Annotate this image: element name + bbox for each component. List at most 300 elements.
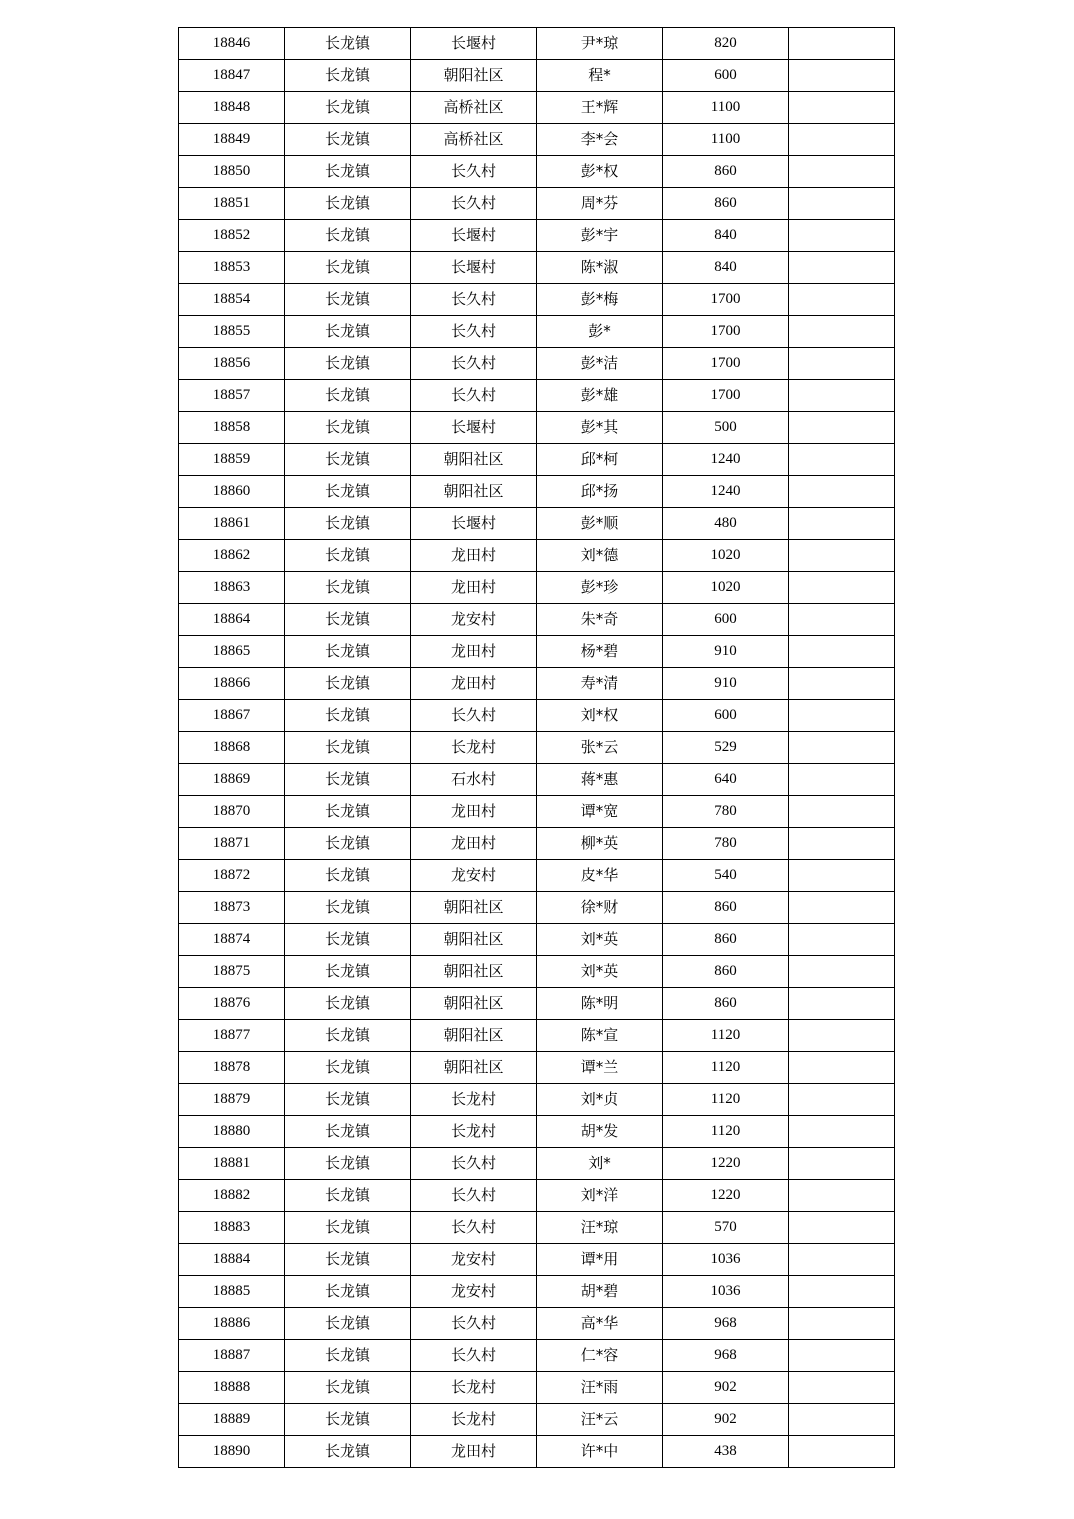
amount-cell: 600: [663, 604, 789, 636]
note-cell: [789, 1148, 895, 1180]
table-row: [179, 700, 895, 732]
amount-cell: 540: [663, 860, 789, 892]
note-cell: [789, 668, 895, 700]
table-row: [179, 1340, 895, 1372]
serial-number-cell: 18860: [179, 476, 285, 508]
town-cell: 长龙镇: [285, 1212, 411, 1244]
note-cell: [789, 476, 895, 508]
town-cell: 长龙镇: [285, 156, 411, 188]
person-name-cell: 刘*洋: [537, 1180, 663, 1212]
person-name-cell: 许*中: [537, 1436, 663, 1468]
serial-number-cell: 18857: [179, 380, 285, 412]
village-cell: 长龙村: [411, 1116, 537, 1148]
serial-number-cell: 18852: [179, 220, 285, 252]
table-row: [179, 860, 895, 892]
town-cell: 长龙镇: [285, 604, 411, 636]
person-name-cell: 刘*权: [537, 700, 663, 732]
village-cell: 龙安村: [411, 1276, 537, 1308]
town-cell: 长龙镇: [285, 28, 411, 60]
serial-number-cell: 18847: [179, 60, 285, 92]
amount-cell: 910: [663, 636, 789, 668]
serial-number-cell: 18848: [179, 92, 285, 124]
table-row: [179, 476, 895, 508]
town-cell: 长龙镇: [285, 252, 411, 284]
serial-number-cell: 18874: [179, 924, 285, 956]
serial-number-cell: 18884: [179, 1244, 285, 1276]
note-cell: [789, 444, 895, 476]
person-name-cell: 邱*柯: [537, 444, 663, 476]
serial-number-cell: 18868: [179, 732, 285, 764]
table-body: [179, 28, 895, 1468]
serial-number-cell: 18885: [179, 1276, 285, 1308]
person-name-cell: 杨*碧: [537, 636, 663, 668]
person-name-cell: 柳*英: [537, 828, 663, 860]
amount-cell: 1020: [663, 540, 789, 572]
note-cell: [789, 156, 895, 188]
table-row: [179, 1180, 895, 1212]
note-cell: [789, 956, 895, 988]
village-cell: 长龙村: [411, 1372, 537, 1404]
town-cell: 长龙镇: [285, 60, 411, 92]
village-cell: 长久村: [411, 1308, 537, 1340]
town-cell: 长龙镇: [285, 316, 411, 348]
person-name-cell: 汪*琼: [537, 1212, 663, 1244]
table-row: [179, 668, 895, 700]
table-row: [179, 156, 895, 188]
serial-number-cell: 18881: [179, 1148, 285, 1180]
table-row: [179, 444, 895, 476]
town-cell: 长龙镇: [285, 1052, 411, 1084]
person-name-cell: 谭*宽: [537, 796, 663, 828]
table-row: [179, 412, 895, 444]
amount-cell: 1120: [663, 1052, 789, 1084]
note-cell: [789, 220, 895, 252]
village-cell: 龙田村: [411, 796, 537, 828]
town-cell: 长龙镇: [285, 1084, 411, 1116]
person-name-cell: 李*会: [537, 124, 663, 156]
person-name-cell: 胡*发: [537, 1116, 663, 1148]
person-name-cell: 蒋*惠: [537, 764, 663, 796]
amount-cell: 529: [663, 732, 789, 764]
note-cell: [789, 1340, 895, 1372]
village-cell: 长久村: [411, 284, 537, 316]
serial-number-cell: 18865: [179, 636, 285, 668]
person-name-cell: 徐*财: [537, 892, 663, 924]
amount-cell: 968: [663, 1340, 789, 1372]
town-cell: 长龙镇: [285, 380, 411, 412]
amount-cell: 600: [663, 60, 789, 92]
data-table: [178, 27, 895, 1468]
amount-cell: 1700: [663, 348, 789, 380]
note-cell: [789, 924, 895, 956]
serial-number-cell: 18858: [179, 412, 285, 444]
village-cell: 朝阳社区: [411, 924, 537, 956]
note-cell: [789, 252, 895, 284]
amount-cell: 1700: [663, 316, 789, 348]
note-cell: [789, 1052, 895, 1084]
village-cell: 龙田村: [411, 668, 537, 700]
person-name-cell: 皮*华: [537, 860, 663, 892]
village-cell: 高桥社区: [411, 92, 537, 124]
table-row: [179, 1052, 895, 1084]
table-row: [179, 732, 895, 764]
town-cell: 长龙镇: [285, 700, 411, 732]
table-row: [179, 220, 895, 252]
note-cell: [789, 892, 895, 924]
table-row: [179, 636, 895, 668]
village-cell: 朝阳社区: [411, 444, 537, 476]
village-cell: 长久村: [411, 1180, 537, 1212]
village-cell: 龙田村: [411, 828, 537, 860]
table-row: [179, 572, 895, 604]
village-cell: 长久村: [411, 380, 537, 412]
note-cell: [789, 60, 895, 92]
note-cell: [789, 508, 895, 540]
person-name-cell: 陈*宣: [537, 1020, 663, 1052]
town-cell: 长龙镇: [285, 1116, 411, 1148]
amount-cell: 820: [663, 28, 789, 60]
serial-number-cell: 18867: [179, 700, 285, 732]
table-row: [179, 284, 895, 316]
person-name-cell: 刘*英: [537, 956, 663, 988]
serial-number-cell: 18854: [179, 284, 285, 316]
town-cell: 长龙镇: [285, 412, 411, 444]
village-cell: 长久村: [411, 700, 537, 732]
amount-cell: 840: [663, 252, 789, 284]
town-cell: 长龙镇: [285, 188, 411, 220]
amount-cell: 640: [663, 764, 789, 796]
amount-cell: 780: [663, 796, 789, 828]
note-cell: [789, 604, 895, 636]
village-cell: 长久村: [411, 188, 537, 220]
person-name-cell: 高*华: [537, 1308, 663, 1340]
person-name-cell: 刘*英: [537, 924, 663, 956]
town-cell: 长龙镇: [285, 444, 411, 476]
person-name-cell: 彭*权: [537, 156, 663, 188]
town-cell: 长龙镇: [285, 924, 411, 956]
note-cell: [789, 380, 895, 412]
person-name-cell: 彭*雄: [537, 380, 663, 412]
serial-number-cell: 18879: [179, 1084, 285, 1116]
village-cell: 朝阳社区: [411, 60, 537, 92]
table-row: [179, 1308, 895, 1340]
note-cell: [789, 988, 895, 1020]
amount-cell: 860: [663, 892, 789, 924]
serial-number-cell: 18849: [179, 124, 285, 156]
amount-cell: 968: [663, 1308, 789, 1340]
note-cell: [789, 284, 895, 316]
table-row: [179, 1020, 895, 1052]
table-row: [179, 1436, 895, 1468]
table-row: [179, 1404, 895, 1436]
serial-number-cell: 18855: [179, 316, 285, 348]
serial-number-cell: 18888: [179, 1372, 285, 1404]
table-row: [179, 892, 895, 924]
table-row: [179, 252, 895, 284]
amount-cell: 860: [663, 956, 789, 988]
village-cell: 朝阳社区: [411, 476, 537, 508]
table-row: [179, 380, 895, 412]
table-row: [179, 316, 895, 348]
person-name-cell: 王*辉: [537, 92, 663, 124]
person-name-cell: 寿*清: [537, 668, 663, 700]
table-row: [179, 1084, 895, 1116]
serial-number-cell: 18871: [179, 828, 285, 860]
town-cell: 长龙镇: [285, 92, 411, 124]
town-cell: 长龙镇: [285, 1436, 411, 1468]
table-row: [179, 796, 895, 828]
town-cell: 长龙镇: [285, 796, 411, 828]
amount-cell: 1240: [663, 444, 789, 476]
serial-number-cell: 18877: [179, 1020, 285, 1052]
table-row: [179, 828, 895, 860]
town-cell: 长龙镇: [285, 476, 411, 508]
village-cell: 长久村: [411, 1148, 537, 1180]
table-row: [179, 28, 895, 60]
serial-number-cell: 18890: [179, 1436, 285, 1468]
serial-number-cell: 18875: [179, 956, 285, 988]
town-cell: 长龙镇: [285, 508, 411, 540]
amount-cell: 480: [663, 508, 789, 540]
table-row: [179, 348, 895, 380]
amount-cell: 902: [663, 1372, 789, 1404]
village-cell: 石水村: [411, 764, 537, 796]
person-name-cell: 陈*明: [537, 988, 663, 1020]
town-cell: 长龙镇: [285, 860, 411, 892]
serial-number-cell: 18873: [179, 892, 285, 924]
note-cell: [789, 572, 895, 604]
town-cell: 长龙镇: [285, 1244, 411, 1276]
person-name-cell: 朱*奇: [537, 604, 663, 636]
serial-number-cell: 18869: [179, 764, 285, 796]
note-cell: [789, 92, 895, 124]
note-cell: [789, 1276, 895, 1308]
table-row: [179, 508, 895, 540]
table-row: [179, 764, 895, 796]
village-cell: 长久村: [411, 348, 537, 380]
serial-number-cell: 18876: [179, 988, 285, 1020]
table-row: [179, 1244, 895, 1276]
amount-cell: 1120: [663, 1020, 789, 1052]
village-cell: 长堰村: [411, 220, 537, 252]
amount-cell: 1036: [663, 1244, 789, 1276]
town-cell: 长龙镇: [285, 572, 411, 604]
note-cell: [789, 1436, 895, 1468]
town-cell: 长龙镇: [285, 1180, 411, 1212]
table-row: [179, 124, 895, 156]
village-cell: 朝阳社区: [411, 1020, 537, 1052]
table-row: [179, 956, 895, 988]
village-cell: 长堰村: [411, 252, 537, 284]
village-cell: 长龙村: [411, 732, 537, 764]
person-name-cell: 彭*: [537, 316, 663, 348]
amount-cell: 780: [663, 828, 789, 860]
note-cell: [789, 540, 895, 572]
amount-cell: 1220: [663, 1180, 789, 1212]
village-cell: 朝阳社区: [411, 1052, 537, 1084]
amount-cell: 860: [663, 156, 789, 188]
person-name-cell: 陈*淑: [537, 252, 663, 284]
person-name-cell: 彭*珍: [537, 572, 663, 604]
amount-cell: 1220: [663, 1148, 789, 1180]
table-row: [179, 60, 895, 92]
village-cell: 朝阳社区: [411, 892, 537, 924]
note-cell: [789, 1372, 895, 1404]
table-row: [179, 988, 895, 1020]
person-name-cell: 程*: [537, 60, 663, 92]
serial-number-cell: 18880: [179, 1116, 285, 1148]
amount-cell: 1120: [663, 1116, 789, 1148]
village-cell: 长堰村: [411, 508, 537, 540]
serial-number-cell: 18850: [179, 156, 285, 188]
note-cell: [789, 1020, 895, 1052]
person-name-cell: 彭*顺: [537, 508, 663, 540]
table-row: [179, 1116, 895, 1148]
amount-cell: 1700: [663, 284, 789, 316]
amount-cell: 860: [663, 188, 789, 220]
village-cell: 龙田村: [411, 572, 537, 604]
note-cell: [789, 636, 895, 668]
amount-cell: 860: [663, 988, 789, 1020]
amount-cell: 438: [663, 1436, 789, 1468]
person-name-cell: 谭*用: [537, 1244, 663, 1276]
person-name-cell: 刘*德: [537, 540, 663, 572]
serial-number-cell: 18870: [179, 796, 285, 828]
note-cell: [789, 412, 895, 444]
town-cell: 长龙镇: [285, 284, 411, 316]
note-cell: [789, 124, 895, 156]
table-row: [179, 924, 895, 956]
town-cell: 长龙镇: [285, 1148, 411, 1180]
amount-cell: 570: [663, 1212, 789, 1244]
amount-cell: 902: [663, 1404, 789, 1436]
town-cell: 长龙镇: [285, 636, 411, 668]
amount-cell: 1100: [663, 92, 789, 124]
person-name-cell: 刘*贞: [537, 1084, 663, 1116]
town-cell: 长龙镇: [285, 828, 411, 860]
town-cell: 长龙镇: [285, 540, 411, 572]
town-cell: 长龙镇: [285, 956, 411, 988]
village-cell: 长龙村: [411, 1404, 537, 1436]
serial-number-cell: 18862: [179, 540, 285, 572]
note-cell: [789, 28, 895, 60]
village-cell: 龙安村: [411, 604, 537, 636]
village-cell: 龙田村: [411, 636, 537, 668]
amount-cell: 840: [663, 220, 789, 252]
amount-cell: 1240: [663, 476, 789, 508]
village-cell: 长堰村: [411, 412, 537, 444]
table-row: [179, 540, 895, 572]
note-cell: [789, 732, 895, 764]
serial-number-cell: 18872: [179, 860, 285, 892]
note-cell: [789, 1244, 895, 1276]
amount-cell: 1036: [663, 1276, 789, 1308]
person-name-cell: 彭*梅: [537, 284, 663, 316]
village-cell: 龙田村: [411, 540, 537, 572]
serial-number-cell: 18853: [179, 252, 285, 284]
serial-number-cell: 18886: [179, 1308, 285, 1340]
table-row: [179, 1276, 895, 1308]
note-cell: [789, 316, 895, 348]
amount-cell: 600: [663, 700, 789, 732]
note-cell: [789, 1116, 895, 1148]
serial-number-cell: 18859: [179, 444, 285, 476]
town-cell: 长龙镇: [285, 1340, 411, 1372]
person-name-cell: 邱*扬: [537, 476, 663, 508]
village-cell: 长久村: [411, 1212, 537, 1244]
serial-number-cell: 18883: [179, 1212, 285, 1244]
note-cell: [789, 700, 895, 732]
town-cell: 长龙镇: [285, 764, 411, 796]
village-cell: 龙安村: [411, 1244, 537, 1276]
amount-cell: 1100: [663, 124, 789, 156]
village-cell: 龙田村: [411, 1436, 537, 1468]
serial-number-cell: 18846: [179, 28, 285, 60]
table-row: [179, 1372, 895, 1404]
note-cell: [789, 828, 895, 860]
village-cell: 朝阳社区: [411, 988, 537, 1020]
amount-cell: 1120: [663, 1084, 789, 1116]
town-cell: 长龙镇: [285, 124, 411, 156]
table-row: [179, 92, 895, 124]
village-cell: 长龙村: [411, 1084, 537, 1116]
amount-cell: 1700: [663, 380, 789, 412]
serial-number-cell: 18863: [179, 572, 285, 604]
serial-number-cell: 18866: [179, 668, 285, 700]
town-cell: 长龙镇: [285, 732, 411, 764]
serial-number-cell: 18889: [179, 1404, 285, 1436]
person-name-cell: 彭*洁: [537, 348, 663, 380]
town-cell: 长龙镇: [285, 348, 411, 380]
town-cell: 长龙镇: [285, 1404, 411, 1436]
serial-number-cell: 18856: [179, 348, 285, 380]
person-name-cell: 汪*雨: [537, 1372, 663, 1404]
table-row: [179, 1212, 895, 1244]
person-name-cell: 彭*其: [537, 412, 663, 444]
note-cell: [789, 188, 895, 220]
note-cell: [789, 1212, 895, 1244]
town-cell: 长龙镇: [285, 892, 411, 924]
village-cell: 朝阳社区: [411, 956, 537, 988]
village-cell: 龙安村: [411, 860, 537, 892]
town-cell: 长龙镇: [285, 668, 411, 700]
serial-number-cell: 18861: [179, 508, 285, 540]
serial-number-cell: 18851: [179, 188, 285, 220]
table-row: [179, 1148, 895, 1180]
person-name-cell: 张*云: [537, 732, 663, 764]
town-cell: 长龙镇: [285, 1276, 411, 1308]
person-name-cell: 汪*云: [537, 1404, 663, 1436]
amount-cell: 860: [663, 924, 789, 956]
note-cell: [789, 1308, 895, 1340]
note-cell: [789, 796, 895, 828]
amount-cell: 500: [663, 412, 789, 444]
note-cell: [789, 1404, 895, 1436]
amount-cell: 910: [663, 668, 789, 700]
village-cell: 高桥社区: [411, 124, 537, 156]
person-name-cell: 尹*琼: [537, 28, 663, 60]
amount-cell: 1020: [663, 572, 789, 604]
serial-number-cell: 18882: [179, 1180, 285, 1212]
person-name-cell: 仁*容: [537, 1340, 663, 1372]
note-cell: [789, 764, 895, 796]
serial-number-cell: 18878: [179, 1052, 285, 1084]
note-cell: [789, 860, 895, 892]
village-cell: 长久村: [411, 1340, 537, 1372]
table-row: [179, 604, 895, 636]
person-name-cell: 周*芬: [537, 188, 663, 220]
serial-number-cell: 18864: [179, 604, 285, 636]
